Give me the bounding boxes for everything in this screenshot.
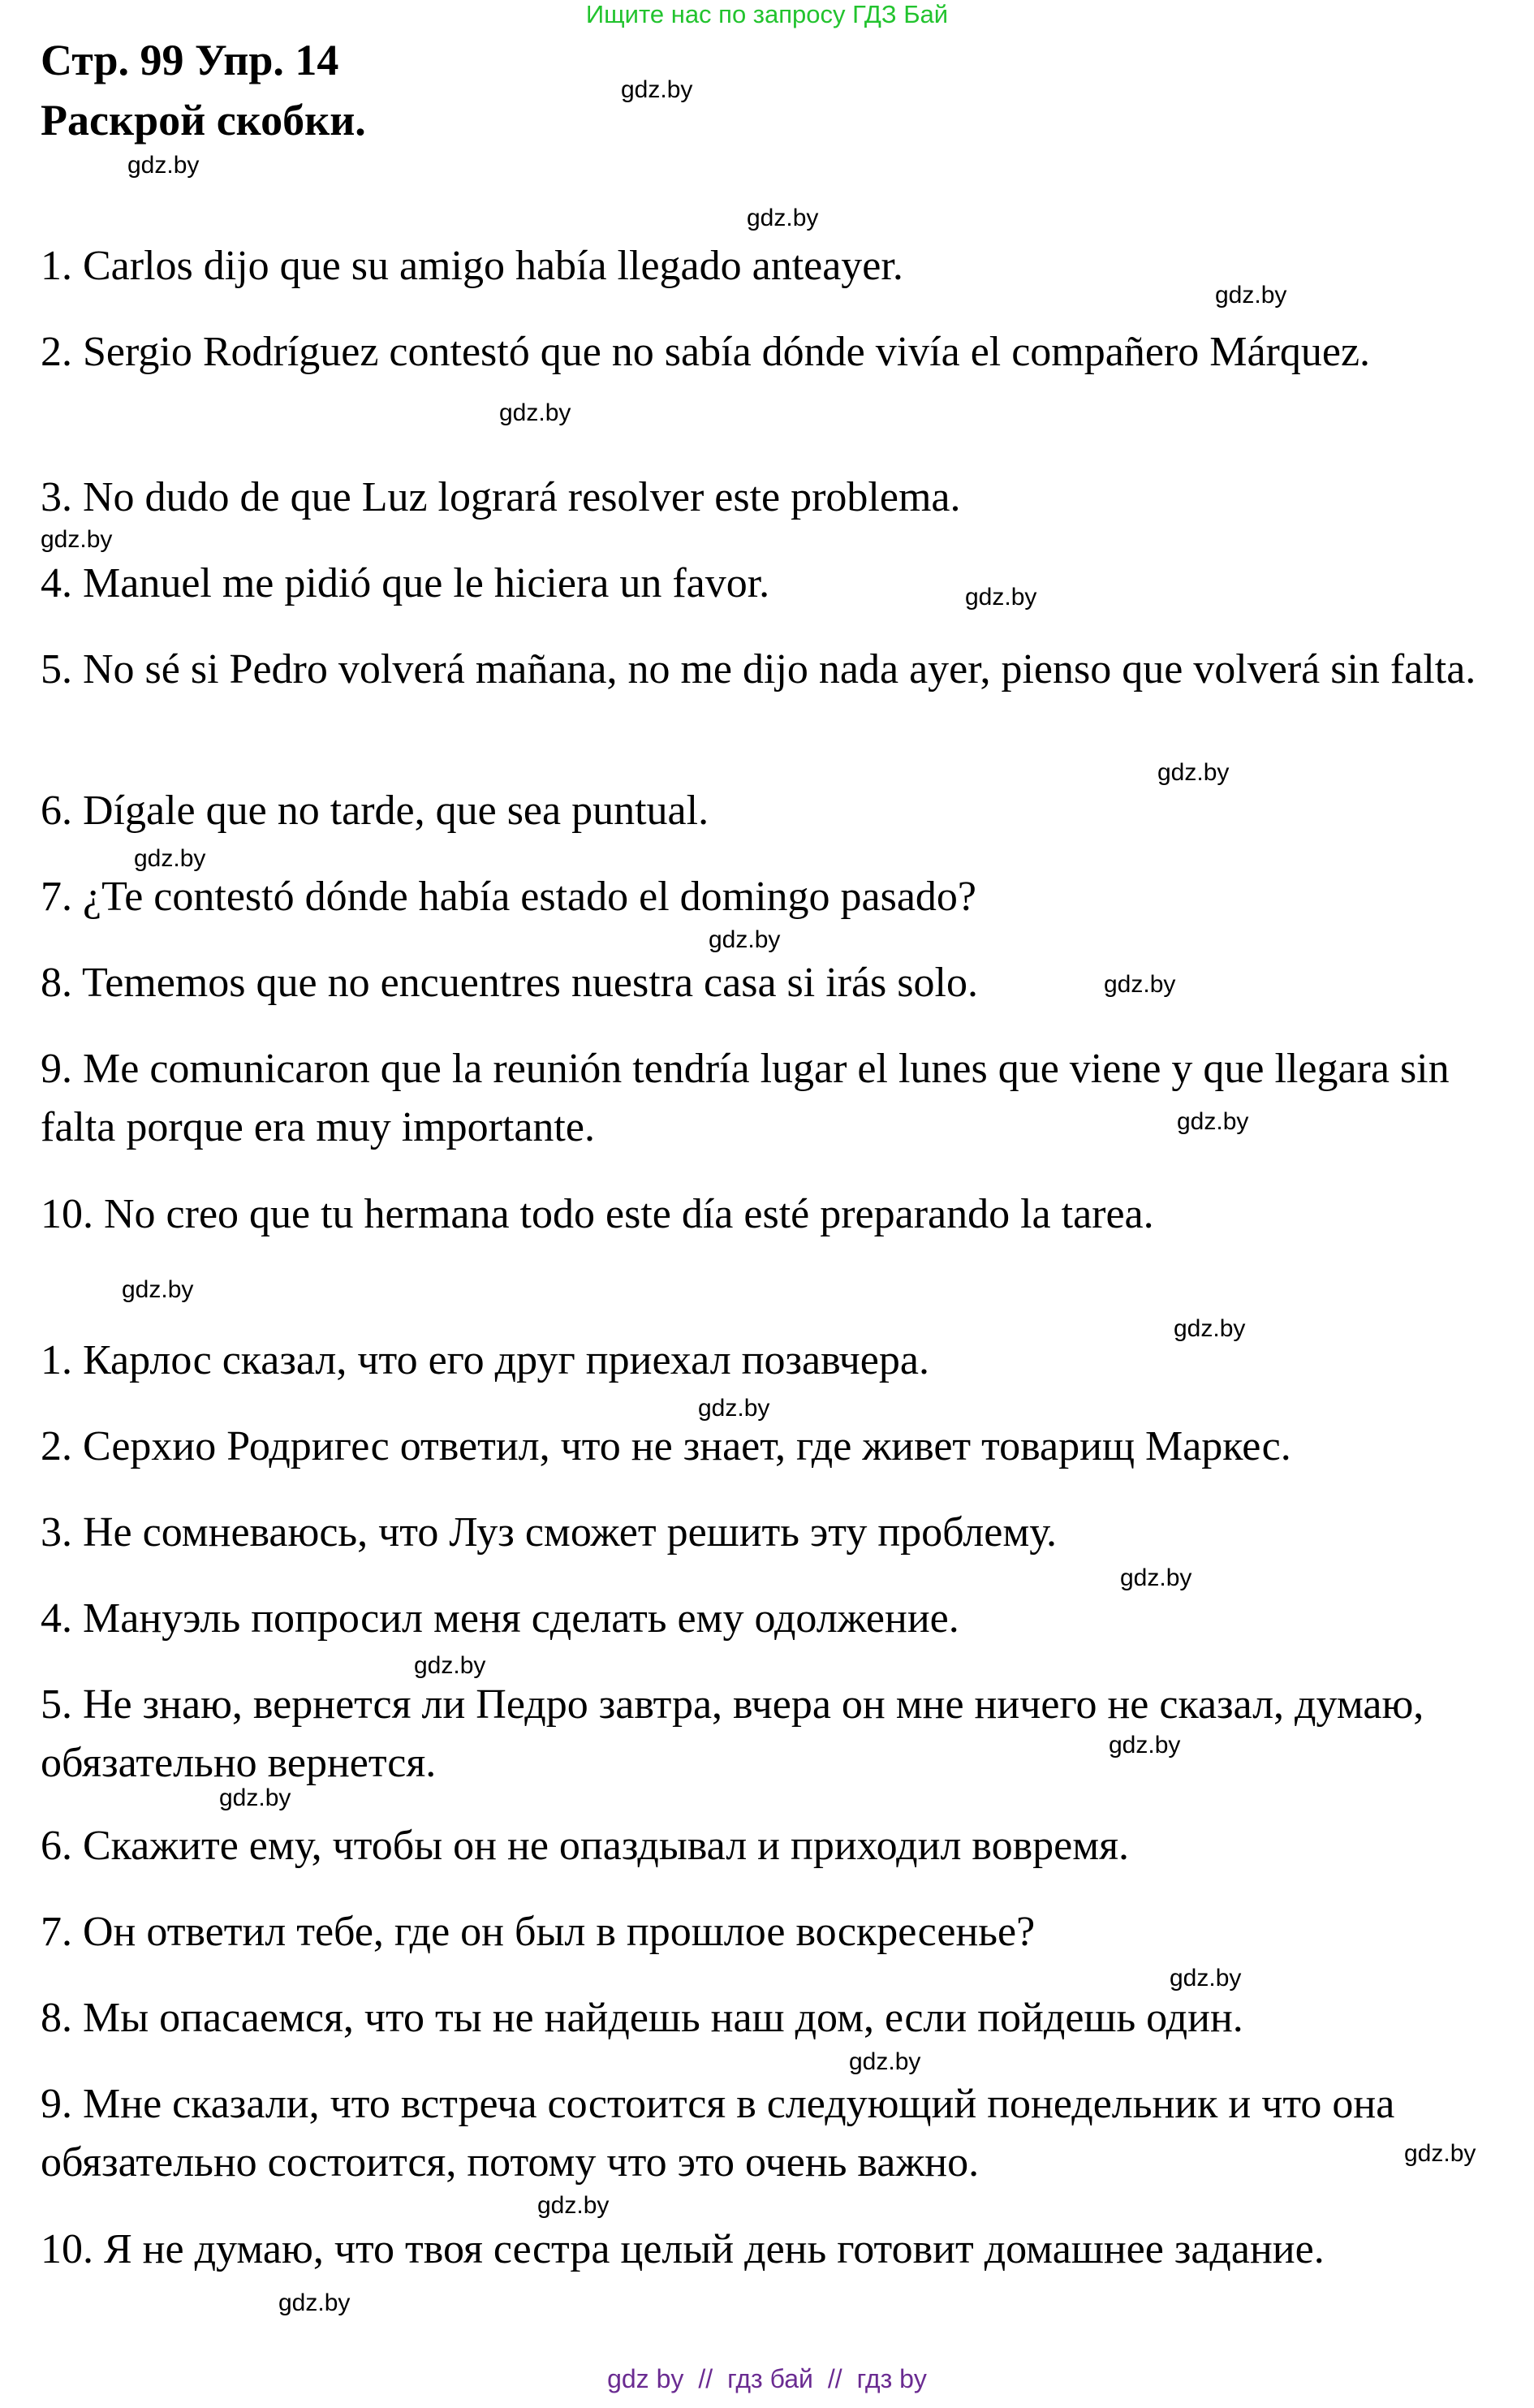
watermark: gdz.by [278, 2289, 351, 2316]
page-title: Стр. 99 Упр. 14 [41, 36, 339, 84]
watermark: gdz.by [1109, 1732, 1181, 1759]
spanish-sentence-5: 5. No sé si Pedro volverá mañana, no me dijo nada ayer, pienso que volverá sin falta. [41, 646, 1476, 693]
footer-link-gdz-by-cyr[interactable]: гдз by [856, 2364, 927, 2393]
watermark: gdz.by [1157, 759, 1230, 786]
russian-sentence-5: 5. Не знаю, вернется ли Педро завтра, вчера он мне ничего не сказал, думаю, обязательно вернется. [41, 1681, 1424, 1786]
watermark: gdz.by [1404, 2140, 1476, 2167]
spanish-sentence-2: 2. Sergio Rodríguez contestó que no sabía dónde vivía el compañero Márquez. [41, 329, 1371, 375]
watermark: gdz.by [1104, 971, 1176, 998]
footer-separator: // [698, 2364, 713, 2393]
watermark: gdz.by [1177, 1108, 1249, 1135]
spanish-sentence-10: 10. No creo que tu hermana todo este día esté preparando la tarea. [41, 1191, 1154, 1237]
footer-separator: // [827, 2364, 842, 2393]
spanish-sentence-6: 6. Dígale que no tarde, que sea puntual. [41, 788, 709, 834]
spanish-sentence-1: 1. Carlos dijo que su amigo había llegado anteayer. [41, 243, 903, 289]
watermark: gdz.by [1215, 282, 1287, 309]
exercise-instruction: Раскрой скобки. [41, 96, 366, 145]
spanish-sentence-8: 8. Tememos que no encuentres nuestra casa si irás solo. [41, 960, 978, 1006]
russian-sentence-6: 6. Скажите ему, чтобы он не опаздывал и приходил вовремя. [41, 1823, 1130, 1869]
watermark: gdz.by [41, 526, 113, 553]
watermark: gdz.by [122, 1276, 194, 1303]
watermark: gdz.by [1170, 1965, 1242, 1992]
russian-sentence-4: 4. Мануэль попросил меня сделать ему одолжение. [41, 1595, 959, 1642]
footer-link-gdz-bai[interactable]: гдз бай [727, 2364, 813, 2393]
spanish-sentence-4: 4. Manuel me pidió que le hiciera un favor. [41, 560, 770, 606]
russian-sentence-9: 9. Мне сказали, что встреча состоится в следующий понедельник и что она обязательно состоится, потому что это очень важно. [41, 2081, 1395, 2186]
spanish-sentence-7: 7. ¿Te contestó dónde había estado el domingo pasado? [41, 874, 977, 920]
watermark: gdz.by [698, 1395, 770, 1422]
watermark: gdz.by [709, 926, 781, 953]
search-banner[interactable]: Ищите нас по запросу ГДЗ Бай [585, 0, 949, 28]
watermark: gdz.by [127, 152, 200, 179]
watermark: gdz.by [134, 845, 206, 872]
watermark: gdz.by [499, 399, 571, 426]
russian-sentence-1: 1. Карлос сказал, что его друг приехал позавчера. [41, 1337, 929, 1383]
watermark: gdz.by [849, 2048, 921, 2075]
russian-sentence-7: 7. Он ответил тебе, где он был в прошлое воскресенье? [41, 1909, 1036, 1955]
russian-sentence-8: 8. Мы опасаемся, что ты не найдешь наш дом, если пойдешь один. [41, 1995, 1243, 2041]
footer-link-gdz-by[interactable]: gdz by [607, 2364, 684, 2393]
russian-sentence-10: 10. Я не думаю, что твоя сестра целый день готовит домашнее задание. [41, 2226, 1325, 2272]
watermark: gdz.by [219, 1784, 291, 1811]
watermark: gdz.by [1174, 1315, 1246, 1342]
watermark: gdz.by [1120, 1564, 1192, 1591]
spanish-sentence-3: 3. No dudo de que Luz logrará resolver este problema. [41, 474, 961, 520]
spanish-sentence-9: 9. Me comunicaron que la reunión tendría lugar el lunes que viene y que llegara sin falta porque era muy importante. [41, 1046, 1450, 1150]
watermark: gdz.by [621, 76, 693, 103]
watermark: gdz.by [537, 2192, 610, 2219]
russian-sentence-3: 3. Не сомневаюсь, что Луз сможет решить эту проблему. [41, 1509, 1058, 1556]
russian-sentence-2: 2. Серхио Родригес ответил, что не знает, где живет товарищ Маркес. [41, 1423, 1291, 1469]
footer-links [0, 2363, 1534, 2395]
watermark: gdz.by [414, 1652, 486, 1679]
watermark: gdz.by [965, 584, 1037, 611]
watermark: gdz.by [747, 205, 819, 231]
